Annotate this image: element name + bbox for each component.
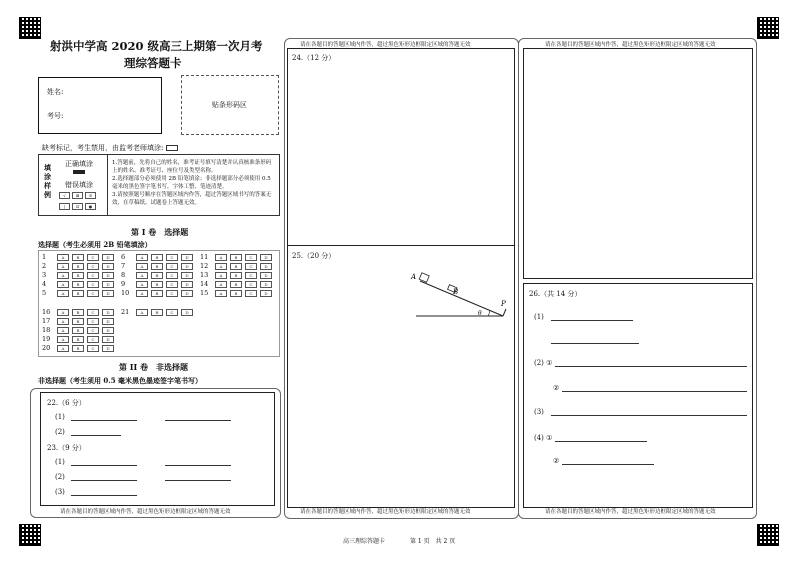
choice-bubble-d[interactable]: D — [102, 272, 114, 279]
q23-label: 23.（9 分） — [47, 444, 86, 452]
choice-number: 6 — [121, 253, 126, 261]
choice-bubble-b[interactable]: B — [72, 281, 84, 288]
choice-bubble-a[interactable]: A — [136, 263, 148, 270]
choice-bubble-c[interactable]: C — [166, 263, 178, 270]
wrong-mark-slash-icon: ⊘ — [85, 192, 96, 199]
wrong-fill-examples — [59, 192, 96, 199]
wrong-mark-check-icon: √ — [59, 192, 70, 199]
wrong-mark-cross-icon: ⊠ — [72, 192, 83, 199]
q26-1-blank-a[interactable] — [551, 320, 633, 321]
choice-row-8 — [121, 271, 193, 279]
q26-3-blank[interactable] — [551, 415, 747, 416]
choice-bubble-b[interactable]: B — [72, 263, 84, 270]
choice-bubble-c[interactable]: C — [245, 272, 257, 279]
choice-bubble-d[interactable]: D — [102, 254, 114, 261]
fig-label-a: A — [411, 273, 417, 281]
choice-bubble-a[interactable]: A — [57, 281, 69, 288]
footer-page-info: 第 1 页 共 2 页 — [410, 538, 456, 545]
corner-qr-icon — [19, 524, 41, 546]
area-notice-right-top: 请在各题目的答题区域内作答，超过黑色矩形边框限定区域的答题无效 — [545, 42, 716, 48]
choice-number: 12 — [200, 262, 209, 270]
choice-bubble-c[interactable]: C — [166, 290, 178, 297]
q26-4-2-blank[interactable] — [562, 464, 654, 465]
q22-2-blank[interactable] — [71, 435, 121, 436]
choice-bubble-b[interactable]: B — [151, 290, 163, 297]
q26-label: 26.（共 14 分） — [529, 290, 582, 298]
fill-example-box — [38, 154, 280, 216]
choice-number: 8 — [121, 271, 126, 279]
choice-bubble-b[interactable]: B — [72, 318, 84, 325]
choice-bubble-d[interactable]: D — [260, 263, 272, 270]
wrong-mark-box-icon: ⊡ — [72, 203, 83, 210]
instructions — [112, 159, 275, 207]
choice-bubble-a[interactable]: A — [57, 345, 69, 352]
choice-bubble-d[interactable]: D — [102, 318, 114, 325]
choice-number: 20 — [42, 344, 51, 352]
choice-row-16 — [42, 308, 114, 316]
incline-figure-icon — [408, 271, 508, 321]
choice-bubble-b[interactable]: B — [72, 327, 84, 334]
choice-bubble-d[interactable]: D — [260, 272, 272, 279]
choice-bubble-b[interactable]: B — [230, 272, 242, 279]
choice-row-19 — [42, 335, 114, 343]
choice-bubble-a[interactable]: A — [136, 272, 148, 279]
choice-bubble-c[interactable]: C — [87, 263, 99, 270]
choice-bubble-b[interactable]: B — [151, 272, 163, 279]
choice-bubble-a[interactable]: A — [215, 263, 227, 270]
choice-row-7 — [121, 262, 193, 270]
choice-number: 13 — [200, 271, 209, 279]
choice-row-20 — [42, 344, 114, 352]
choice-number: 10 — [121, 289, 130, 297]
choice-row-3 — [42, 271, 114, 279]
choice-bubble-c[interactable]: C — [87, 309, 99, 316]
choice-bubble-c[interactable]: C — [245, 263, 257, 270]
choice-bubble-b[interactable]: B — [230, 254, 242, 261]
choice-bubble-d[interactable]: D — [260, 254, 272, 261]
choice-bubble-d[interactable]: D — [181, 272, 193, 279]
fig-label-b: B — [453, 288, 459, 296]
choice-row-10 — [121, 289, 193, 297]
choice-bubble-c[interactable]: C — [87, 318, 99, 325]
choice-number: 5 — [42, 289, 47, 297]
q23-item-1: (1) — [55, 458, 65, 466]
fig-label-theta: θ — [478, 310, 482, 317]
q22-1-blank-a[interactable] — [71, 420, 137, 421]
choice-number: 14 — [200, 280, 209, 288]
q26-item-4-1: (4) ① — [534, 434, 553, 442]
choice-row-14 — [200, 280, 272, 288]
choice-row-21 — [121, 308, 193, 316]
correct-fill-icon — [73, 170, 85, 174]
choice-row-1 — [42, 253, 114, 261]
choice-bubble-d[interactable]: D — [102, 336, 114, 343]
choice-bubble-c[interactable]: C — [245, 290, 257, 297]
choice-bubble-a[interactable]: A — [57, 272, 69, 279]
choice-bubble-c[interactable]: C — [245, 281, 257, 288]
wrong-fill-examples-2 — [59, 203, 96, 210]
wrong-mark-bar-icon: | — [59, 203, 70, 210]
area-notice-left-bottom: 请在各题目的答题区域内作答，超过黑色矩形边框限定区域的答题无效 — [60, 509, 231, 515]
choice-bubble-b[interactable]: B — [72, 290, 84, 297]
fill-example-side-label: 填涂样例 — [44, 163, 51, 199]
choice-bubble-d[interactable]: D — [260, 290, 272, 297]
q22-label: 22.（6 分） — [47, 399, 86, 407]
section2-subtitle: 非选择题（考生须用 0.5 毫米黑色墨迹签字笔书写） — [38, 376, 203, 385]
q26-item-1: (1) — [534, 313, 544, 321]
choice-bubble-c[interactable]: C — [166, 272, 178, 279]
id-label: 考号: — [47, 112, 64, 120]
q23-2-blank-a[interactable] — [71, 480, 137, 481]
choice-row-18 — [42, 326, 114, 334]
section2-title: 第 II 卷 非选择题 — [119, 362, 189, 372]
choice-row-9 — [121, 280, 193, 288]
q23-item-3: (3) — [55, 488, 65, 496]
choice-bubble-d[interactable]: D — [102, 327, 114, 334]
q24-25-answer-box — [287, 48, 515, 508]
choice-number: 18 — [42, 326, 51, 334]
footer-doc-name: 高三理综答题卡 — [343, 538, 386, 545]
barcode-label: 贴条形码区 — [212, 101, 247, 109]
choice-number: 11 — [200, 253, 209, 261]
choice-bubble-c[interactable]: C — [87, 272, 99, 279]
q26-item-2-2: ② — [553, 384, 560, 392]
choice-number: 17 — [42, 317, 51, 325]
q24-q25-divider — [288, 245, 514, 246]
choice-row-2 — [42, 262, 114, 270]
choice-bubble-a[interactable]: A — [136, 254, 148, 261]
choice-bubble-a[interactable]: A — [136, 290, 148, 297]
barcode-area — [181, 75, 279, 135]
q26-answer-box — [523, 283, 753, 508]
choice-bubble-c[interactable]: C — [87, 327, 99, 334]
choice-number: 1 — [42, 253, 47, 261]
q23-item-2: (2) — [55, 473, 65, 481]
choice-number: 4 — [42, 280, 47, 288]
choice-bubble-b[interactable]: B — [230, 290, 242, 297]
choice-bubble-c[interactable]: C — [245, 254, 257, 261]
choice-bubble-d[interactable]: D — [102, 290, 114, 297]
choice-row-12 — [200, 262, 272, 270]
choice-bubble-b[interactable]: B — [72, 309, 84, 316]
choice-bubble-d[interactable]: D — [102, 263, 114, 270]
exam-subtitle: 理综答题卡 — [124, 56, 182, 70]
choice-number: 15 — [200, 289, 209, 297]
choice-number: 21 — [121, 308, 130, 316]
choice-bubble-c[interactable]: C — [87, 290, 99, 297]
choice-bubble-a[interactable]: A — [57, 254, 69, 261]
choice-bubble-a[interactable]: A — [136, 309, 148, 316]
q22-item-1: (1) — [55, 413, 65, 421]
choice-bubble-d[interactable]: D — [181, 254, 193, 261]
q26-item-4-2: ② — [553, 457, 560, 465]
exam-title: 射洪中学高 2020 级高三上期第一次月考 — [50, 39, 263, 53]
q26-1-blank-b[interactable] — [551, 343, 639, 344]
choice-bubble-b[interactable]: B — [151, 263, 163, 270]
choice-bubble-b[interactable]: B — [230, 263, 242, 270]
choice-number: 2 — [42, 262, 47, 270]
q26-item-2-1: (2) ① — [534, 359, 553, 367]
area-notice-middle-bottom: 请在各题目的答题区域内作答，超过黑色矩形边框限定区域的答题无效 — [300, 509, 471, 515]
choice-bubble-b[interactable]: B — [72, 254, 84, 261]
choice-bubble-d[interactable]: D — [260, 281, 272, 288]
area-notice-right-bottom: 请在各题目的答题区域内作答，超过黑色矩形边框限定区域的答题无效 — [545, 509, 716, 515]
choice-bubble-a[interactable]: A — [215, 290, 227, 297]
q26-4-1-blank[interactable] — [555, 441, 647, 442]
choice-bubble-d[interactable]: D — [181, 281, 193, 288]
q22-1-blank-b[interactable] — [165, 420, 231, 421]
choice-bubble-d[interactable]: D — [102, 309, 114, 316]
wrong-mark-dot-icon: ● — [85, 203, 96, 210]
choice-bubble-a[interactable]: A — [57, 336, 69, 343]
choice-number: 16 — [42, 308, 51, 316]
q26-item-3: (3) — [534, 408, 544, 416]
q22-23-answer-box — [40, 392, 275, 506]
choice-number: 7 — [121, 262, 126, 270]
choice-bubble-a[interactable]: A — [57, 290, 69, 297]
student-info-box — [38, 77, 162, 134]
absent-mark-box[interactable] — [166, 145, 178, 151]
area-notice-middle-top: 请在各题目的答题区域内作答，超过黑色矩形边框限定区域的答题无效 — [300, 42, 471, 48]
section1-title: 第 I 卷 选择题 — [131, 227, 189, 237]
correct-fill-label: 正确填涂 — [65, 160, 93, 168]
instruction-1: 1.答题前，先将自己的姓名，准考证号填写清楚并认真核准条形码上的姓名、准考证号、座位号及类型名称。 — [112, 160, 272, 174]
instruction-3: 3.请按照题号顺序在答题区域内作答，超过答题区域书写的答案无效，在草稿纸、试题卷上答题无效。 — [112, 192, 272, 206]
choice-bubble-d[interactable]: D — [181, 263, 193, 270]
continued-answer-box — [523, 48, 753, 279]
choice-bubble-c[interactable]: C — [166, 254, 178, 261]
choice-bubble-c[interactable]: C — [166, 309, 178, 316]
name-label: 姓名: — [47, 88, 64, 96]
choice-bubble-b[interactable]: B — [72, 336, 84, 343]
choice-bubble-a[interactable]: A — [136, 281, 148, 288]
choice-row-6 — [121, 253, 193, 261]
choice-bubble-a[interactable]: A — [57, 263, 69, 270]
choice-row-4 — [42, 280, 114, 288]
choice-number: 3 — [42, 271, 47, 279]
corner-qr-icon — [757, 17, 779, 39]
absent-note: 缺考标记，考生禁用，由监考老师填涂: — [42, 143, 181, 153]
section1-subtitle: 选择题（考生必须用 2B 铅笔填涂） — [38, 240, 152, 249]
choice-bubble-a[interactable]: A — [215, 272, 227, 279]
choice-bubble-c[interactable]: C — [166, 281, 178, 288]
q24-label: 24.（12 分） — [292, 54, 336, 62]
q23-3-blank[interactable] — [71, 495, 137, 496]
q26-2-1-blank[interactable] — [555, 366, 747, 367]
choice-bubble-b[interactable]: B — [230, 281, 242, 288]
choice-bubble-c[interactable]: C — [87, 281, 99, 288]
choice-bubble-a[interactable]: A — [57, 318, 69, 325]
choice-bubble-b[interactable]: B — [151, 254, 163, 261]
choice-bubble-a[interactable]: A — [57, 327, 69, 334]
q23-1-blank-b[interactable] — [165, 465, 231, 466]
choice-bubble-b[interactable]: B — [151, 281, 163, 288]
choice-row-13 — [200, 271, 272, 279]
choice-bubble-d[interactable]: D — [102, 345, 114, 352]
choice-bubble-d[interactable]: D — [102, 281, 114, 288]
choice-number: 9 — [121, 280, 126, 288]
choice-row-15 — [200, 289, 272, 297]
choice-bubble-b[interactable]: B — [72, 272, 84, 279]
choice-bubble-a[interactable]: A — [215, 254, 227, 261]
choice-number: 19 — [42, 335, 51, 343]
q22-item-2: (2) — [55, 428, 65, 436]
choice-bubble-a[interactable]: A — [57, 309, 69, 316]
instruction-2: 2.选择题部分必须使用 2B 铅笔填涂；非选择题部分必须使用 0.5 毫米的黑色签字笔书写，字体工整、笔迹清楚。 — [112, 176, 271, 190]
corner-qr-icon — [757, 524, 779, 546]
choice-bubble-b[interactable]: B — [151, 309, 163, 316]
corner-qr-icon — [19, 17, 41, 39]
choice-row-17 — [42, 317, 114, 325]
choice-bubble-a[interactable]: A — [215, 281, 227, 288]
q23-2-blank-b[interactable] — [165, 480, 231, 481]
q26-2-2-blank[interactable] — [562, 391, 747, 392]
choice-bubble-b[interactable]: B — [72, 345, 84, 352]
choice-bubble-c[interactable]: C — [87, 254, 99, 261]
wrong-fill-label: 错误填涂 — [65, 181, 93, 189]
choice-bubble-c[interactable]: C — [87, 345, 99, 352]
choice-bubble-c[interactable]: C — [87, 336, 99, 343]
divider — [107, 155, 108, 215]
q23-1-blank-a[interactable] — [71, 465, 137, 466]
choice-row-11 — [200, 253, 272, 261]
choice-row-5 — [42, 289, 114, 297]
choice-bubble-d[interactable]: D — [181, 309, 193, 316]
choice-bubble-d[interactable]: D — [181, 290, 193, 297]
fig-label-p: P — [501, 300, 506, 308]
q25-label: 25.（20 分） — [292, 252, 336, 260]
